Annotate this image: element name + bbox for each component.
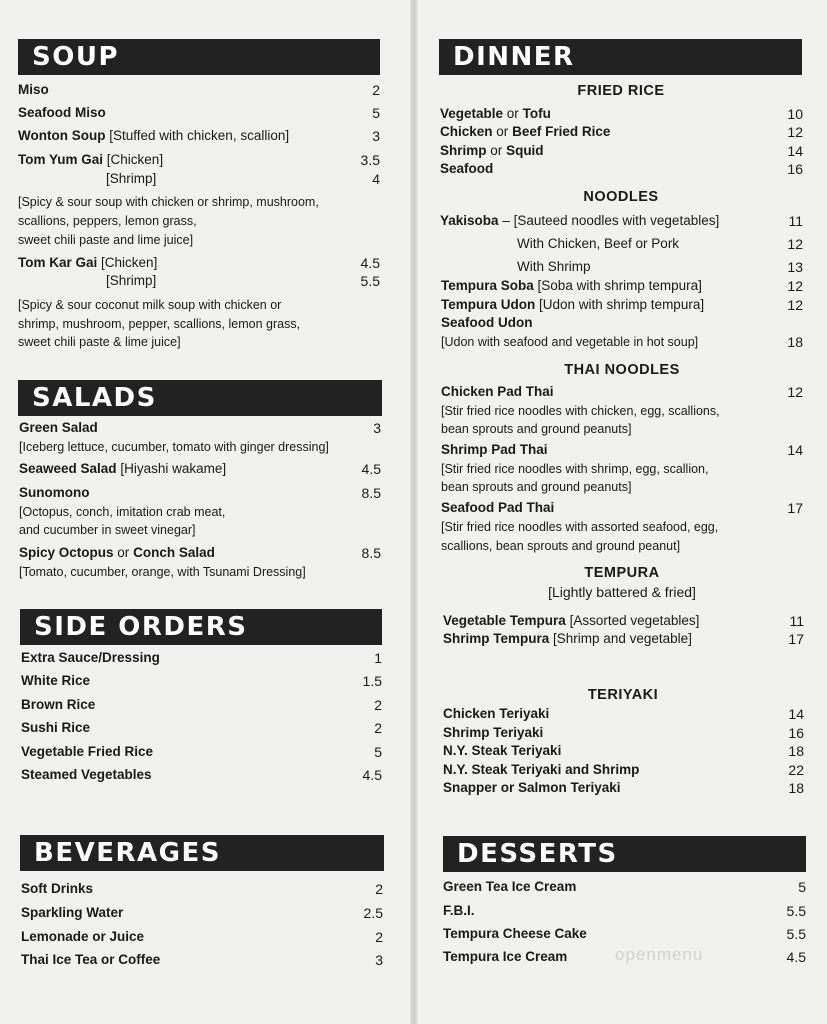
seafood-udon-desc: [Udon with seafood and vegetable in hot soup]: [441, 335, 699, 349]
menu-item-chicken-fried-rice: Chicken or Beef Fried Rice: [440, 124, 611, 139]
desserts-title: DESSERTS: [457, 839, 618, 869]
beverages-title: BEVERAGES: [34, 838, 221, 868]
menu-item-seafood-fried-rice: Seafood: [440, 161, 494, 176]
menu-item-seafood-pad-thai: Seafood Pad Thai: [441, 500, 555, 515]
side-price: 1.5: [362, 673, 382, 689]
menu-item-tom-kar: Tom Kar Gai [Chicken]: [18, 255, 158, 270]
dinner-title: DINNER: [453, 42, 575, 72]
teriyaki-price: 16: [788, 725, 804, 741]
salads-title: SALADS: [32, 383, 157, 413]
price-yakisoba-meat: 12: [787, 236, 803, 252]
menu-item-seafood-udon: Seafood Udon: [441, 315, 533, 330]
teriyaki-price: 18: [788, 780, 804, 796]
dessert-item: Green Tea Ice Cream: [443, 879, 577, 894]
side-orders-title: SIDE ORDERS: [34, 612, 248, 642]
beverage-item: Sparkling Water: [21, 905, 124, 920]
side-price: 2: [374, 720, 382, 736]
tom-yum-shrimp-option: [Shrimp]: [106, 171, 157, 186]
dessert-item: F.B.I.: [443, 903, 475, 918]
menu-item-shrimp-pad-thai: Shrimp Pad Thai: [441, 442, 548, 457]
teriyaki-heading: TERIYAKI: [587, 687, 659, 703]
chicken-pad-thai-desc-1: [Stir fried rice noodles with chicken, egg, scallions,: [441, 404, 720, 418]
fried-rice-heading: FRIED RICE: [577, 83, 665, 99]
price-octopus-salad: 8.5: [361, 545, 381, 561]
side-item: Extra Sauce/Dressing: [21, 650, 160, 665]
seafood-pad-thai-desc-2: scallions, bean sprouts and ground peanut]: [441, 539, 681, 553]
menu-item-green-salad: Green Salad: [19, 420, 98, 435]
tom-kar-desc-1: [Spicy & sour coconut milk soup with chicken or: [18, 298, 282, 312]
side-item: Steamed Vegetables: [21, 767, 152, 782]
green-salad-desc: [Iceberg lettuce, cucumber, tomato with ginger dressing]: [19, 440, 329, 454]
menu-item-shrimp-fried-rice: Shrimp or Squid: [440, 143, 544, 158]
price-wonton: 3: [372, 128, 380, 144]
teriyaki-price: 14: [788, 706, 804, 722]
menu-item-veg-fried-rice: Vegetable or Tofu: [440, 106, 551, 121]
side-price: 2: [374, 697, 382, 713]
seafood-pad-thai-desc-1: [Stir fried rice noodles with assorted seafood, egg,: [441, 520, 719, 534]
beverage-price: 3: [375, 952, 383, 968]
beverage-item: Thai Ice Tea or Coffee: [21, 952, 161, 967]
side-item: Vegetable Fried Rice: [21, 744, 154, 759]
menu-item-octopus-salad: Spicy Octopus or Conch Salad: [19, 545, 215, 560]
side-price: 4.5: [362, 767, 382, 783]
dessert-price: 5: [798, 879, 806, 895]
beverage-price: 2: [375, 881, 383, 897]
price-seafood-miso: 5: [372, 105, 380, 121]
soup-banner: [18, 39, 380, 75]
octopus-salad-desc: [Tomato, cucumber, orange, with Tsunami Dressing]: [19, 565, 306, 579]
menu-item-seaweed-salad: Seaweed Salad [Hiyashi wakame]: [19, 461, 227, 476]
price-seafood-fried-rice: 16: [787, 161, 803, 177]
menu-item-yakisoba-meat: With Chicken, Beef or Pork: [517, 236, 680, 251]
dessert-price: 5.5: [786, 903, 806, 919]
menu-item-shrimp-tempura: Shrimp Tempura [Shrimp and vegetable]: [443, 631, 692, 646]
price-seafood-udon: 18: [787, 334, 803, 350]
shrimp-pad-thai-desc-1: [Stir fried rice noodles with shrimp, egg, scallion,: [441, 462, 709, 476]
menu-item-tempura-soba: Tempura Soba [Soba with shrimp tempura]: [441, 278, 702, 293]
beverage-item: Lemonade or Juice: [21, 929, 145, 944]
tom-yum-desc-1: [Spicy & sour soup with chicken or shrimp, mushroom,: [18, 195, 319, 209]
price-tom-yum-chicken: 3.5: [360, 152, 380, 168]
dinner-banner: [439, 39, 802, 75]
side-orders-banner: [20, 609, 382, 645]
beverages-banner: [20, 835, 384, 871]
price-tempura-soba: 12: [787, 278, 803, 294]
menu-item-yakisoba-shrimp: With Shrimp: [517, 259, 591, 274]
shrimp-pad-thai-desc-2: bean sprouts and ground peanuts]: [441, 480, 632, 494]
tom-kar-desc-2: shrimp, mushroom, pepper, scallions, lemon grass,: [18, 317, 301, 331]
menu-item-wonton: Wonton Soup [Stuffed with chicken, scallion]: [18, 128, 290, 143]
menu-item-miso: Miso: [18, 82, 49, 97]
menu-item-seafood-miso: Seafood Miso: [18, 105, 106, 120]
price-miso: 2: [372, 82, 380, 98]
beverage-item: Soft Drinks: [21, 881, 94, 896]
price-seaweed-salad: 4.5: [361, 461, 381, 477]
side-price: 5: [374, 744, 382, 760]
teriyaki-price: 18: [788, 743, 804, 759]
salads-banner: [18, 380, 382, 416]
price-chicken-fried-rice: 12: [787, 124, 803, 140]
tom-kar-desc-3: sweet chili paste & lime juice]: [18, 335, 181, 349]
price-shrimp-tempura: 17: [788, 631, 804, 647]
tempura-heading: TEMPURA: [584, 565, 660, 581]
tom-yum-desc-3: sweet chili paste and lime juice]: [18, 233, 194, 247]
thai-noodles-heading: THAI NOODLES: [564, 362, 680, 378]
side-price: 1: [374, 650, 382, 666]
dessert-price: 5.5: [786, 926, 806, 942]
price-vegetable-tempura: 11: [789, 613, 804, 629]
menu-item-yakisoba: Yakisoba – [Sauteed noodles with vegetables]: [440, 213, 720, 228]
price-shrimp-fried-rice: 14: [787, 143, 803, 159]
tom-kar-shrimp-option: [Shrimp]: [106, 273, 157, 288]
menu-item-chicken-pad-thai: Chicken Pad Thai: [441, 384, 554, 399]
beverage-price: 2: [375, 929, 383, 945]
teriyaki-item: Snapper or Salmon Teriyaki: [443, 780, 621, 795]
price-shrimp-pad-thai: 14: [787, 442, 803, 458]
price-tempura-udon: 12: [787, 297, 803, 313]
dessert-item: Tempura Cheese Cake: [443, 926, 587, 941]
teriyaki-item: Shrimp Teriyaki: [443, 725, 544, 740]
side-item: White Rice: [21, 673, 91, 688]
tom-yum-desc-2: scallions, peppers, lemon grass,: [18, 214, 197, 228]
chicken-pad-thai-desc-2: bean sprouts and ground peanuts]: [441, 422, 632, 436]
price-yakisoba-shrimp: 13: [787, 259, 803, 275]
noodles-heading: NOODLES: [583, 189, 659, 205]
watermark: openmenu: [615, 945, 704, 964]
teriyaki-price: 22: [788, 762, 804, 778]
price-chicken-pad-thai: 12: [787, 384, 803, 400]
teriyaki-item: N.Y. Steak Teriyaki: [443, 743, 562, 758]
sunomono-desc-1: [Octopus, conch, imitation crab meat,: [19, 505, 226, 519]
price-seafood-pad-thai: 17: [787, 500, 803, 516]
sunomono-desc-2: and cucumber in sweet vinegar]: [19, 523, 196, 537]
soup-title: SOUP: [32, 42, 119, 72]
menu-item-tempura-udon: Tempura Udon [Udon with shrimp tempura]: [441, 297, 705, 312]
price-tom-kar-shrimp: 5.5: [360, 273, 380, 289]
teriyaki-item: N.Y. Steak Teriyaki and Shrimp: [443, 762, 640, 777]
menu-item-vegetable-tempura: Vegetable Tempura [Assorted vegetables]: [443, 613, 700, 628]
price-green-salad: 3: [373, 420, 381, 436]
tempura-note: [Lightly battered & fried]: [548, 584, 696, 600]
desserts-banner: [443, 836, 806, 872]
dessert-price: 4.5: [786, 949, 806, 965]
price-tom-kar-chicken: 4.5: [360, 255, 380, 271]
menu-item-sunomono: Sunomono: [19, 485, 90, 500]
side-item: Sushi Rice: [21, 720, 91, 735]
beverage-price: 2.5: [363, 905, 383, 921]
price-yakisoba: 11: [788, 213, 803, 229]
menu-item-tom-yum: Tom Yum Gai [Chicken]: [18, 152, 164, 167]
price-veg-fried-rice: 10: [787, 106, 803, 122]
price-sunomono: 8.5: [361, 485, 381, 501]
price-tom-yum-shrimp: 4: [372, 171, 380, 187]
dessert-item: Tempura Ice Cream: [443, 949, 568, 964]
side-item: Brown Rice: [21, 697, 96, 712]
page-fold: [410, 0, 418, 1024]
teriyaki-item: Chicken Teriyaki: [443, 706, 550, 721]
